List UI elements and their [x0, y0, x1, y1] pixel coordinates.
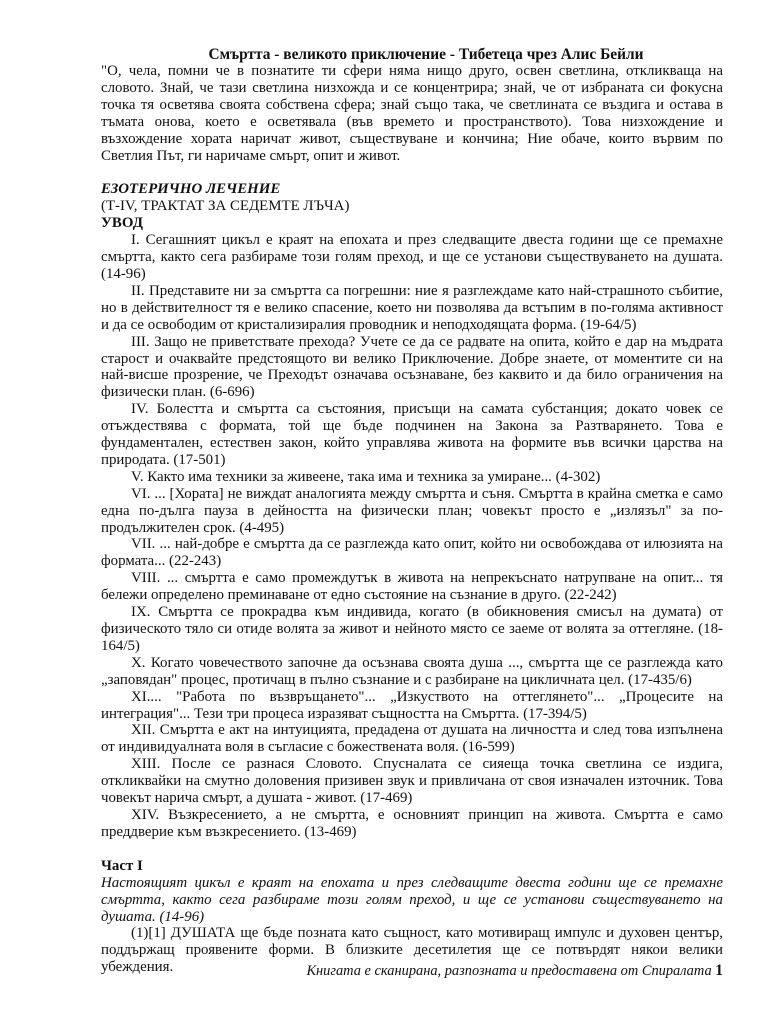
intro-item: I. Сегашният цикъл е краят на епохата и през следващите двеста години ще се премахне смъртта, както сега разбираме този голям преход, и ще се установи съществуването на душата. (14-96)	[101, 232, 723, 282]
intro-item: III. Защо не приветствате прехода? Учете се да се радвате на опита, който е дар на мъдрата старост и очаквайте предстоящото ви велико Приключение. Добре знаете, от моментите си на най-висше прозрение, че Преходът означава осъзнаване, без каквито и да било ограничения на физически план. (6-696)	[101, 333, 723, 401]
intro-item: VIII. ... смъртта е само промеждутък в живота на непрекъснато натрупване на опит... тя бележи определено преминаване от едно състояние на съзнание в друго. (22-242)	[101, 570, 723, 604]
intro-item: XIII. После се разнася Словото. Спусналата се сияеща точка светлина се издига, откликвайки на смутно доловения призивен звук и привличана от своя изначален източник. Това човекът нарича смърт, а душата - живот. (17-469)	[101, 756, 723, 807]
intro-item: X. Когато човечеството започне да осъзнава своята душа ..., смъртта ще се разглежда като „заповядан" процес, протичащ в пълно съзнание и с разбиране на цикличната цел. (17-435/6)	[101, 654, 723, 688]
part-italic-quote: Настоящият цикъл е краят на епохата и през следващите двеста години ще се премахне смъртта, както сега разбираме този голям преход, и ще се установи съществуването на душата. (14-96)	[101, 874, 723, 925]
intro-item: VII. ... най-добре е смъртта да се разглежда като опит, който ни освобождава от илюзията на формата... (22-243)	[101, 536, 723, 570]
intro-item: XIV. Възкресението, а не смъртта, е основният принцип на живота. Смъртта е само преддверие към възкресението. (13-469)	[101, 806, 723, 840]
epigraph-text: "О, чела, помни че в познатите ти сфери няма нищо друго, освен светлина, откликваща на словото. Знай, че тази светлина низхожда и се концентрира; знай, че от избраната си фокусна точка тя осветява своята собствена сфера; знай също така, че светлината се въздига и остава в тъмата онова, което е осветявала (във времето и пространството). Това низхождение и възхождение хората наричат живот, съществуване и кончина; Ние обаче, които вървим по Светлия Път, ги наричаме смърт, опит и живот.	[101, 63, 723, 164]
intro-heading: УВОД	[101, 215, 143, 232]
intro-item: VI. ... [Хората] не виждат аналогията между смъртта и съня. Смъртта в крайна сметка е само една по-дълга пауза в дейността на физически план; човекът просто е „излязъл" за по-продължителен срок. (4-495)	[101, 485, 723, 536]
document-page	[101, 46, 723, 1006]
footer-credit: Книгата е сканирана, разпозната и предоставена от Спиралата	[306, 963, 712, 979]
epigraph	[101, 63, 723, 164]
intro-item: IV. Болестта и смъртта са състояния, присъщи на самата субстанция; докато човек се отъждествява с формата, той ще бъде подчинен на Закона за Разтварянето. Това е фундаментален, естествен закон, който управлява живота на формите във всички царства на природата. (17-501)	[101, 401, 723, 468]
part-heading: Част I	[101, 857, 143, 874]
section-subtitle: (Т-IV, ТРАКТАТ ЗА СЕДЕМТЕ ЛЪЧА)	[101, 198, 350, 215]
intro-item: V. Както има техники за живеене, така има и техника за умиране... (4-302)	[131, 468, 601, 485]
spacer	[101, 164, 723, 181]
intro-items-list	[101, 232, 723, 841]
document-title: Смъртта - великото приключение - Тибетеца чрез Алис Бейли	[208, 46, 644, 63]
intro-item: XII. Смъртта е акт на интуицията, предадена от душата на личността и след това изпълнена от индивидуалната воля в съгласие с божествената воля. (16-599)	[101, 722, 723, 756]
intro-item: IX. Смъртта се прокрадва към индивида, когато (в обикновения смисъл на думата) от физическото тяло си отиде волята за живот и нейното място се заеме от волята за оттегляне. (18-164/5)	[101, 604, 723, 654]
part-paragraph: (1)[1] ДУШАТА ще бъде позната като същност, като мотивиращ импулс и духовен център, поддържащ проявените форми. В близките десетилетия ще се потвърдят някои велики убеждения.	[101, 925, 723, 976]
intro-item: XI.... "Работа по възвръщането"... „Изкуството на оттеглянето"... „Процесите на интеграция"... Тези три процеса изразяват същността на Смъртта. (17-394/5)	[101, 688, 723, 722]
spacer	[101, 841, 723, 858]
intro-item: II. Представите ни за смъртта са погрешни: ние я разглеждаме като най-страшното събитие, но в действителност тя е велико спасение, което ни позволява да встъпим в по-голяма активност и да се освободим от кристализиралия проводник и неподходящата форма. (19-64/5)	[101, 282, 723, 333]
page-number: 1	[715, 962, 723, 979]
page-footer	[306, 962, 723, 980]
section-title: ЕЗОТЕРИЧНО ЛЕЧЕНИЕ	[101, 181, 281, 198]
